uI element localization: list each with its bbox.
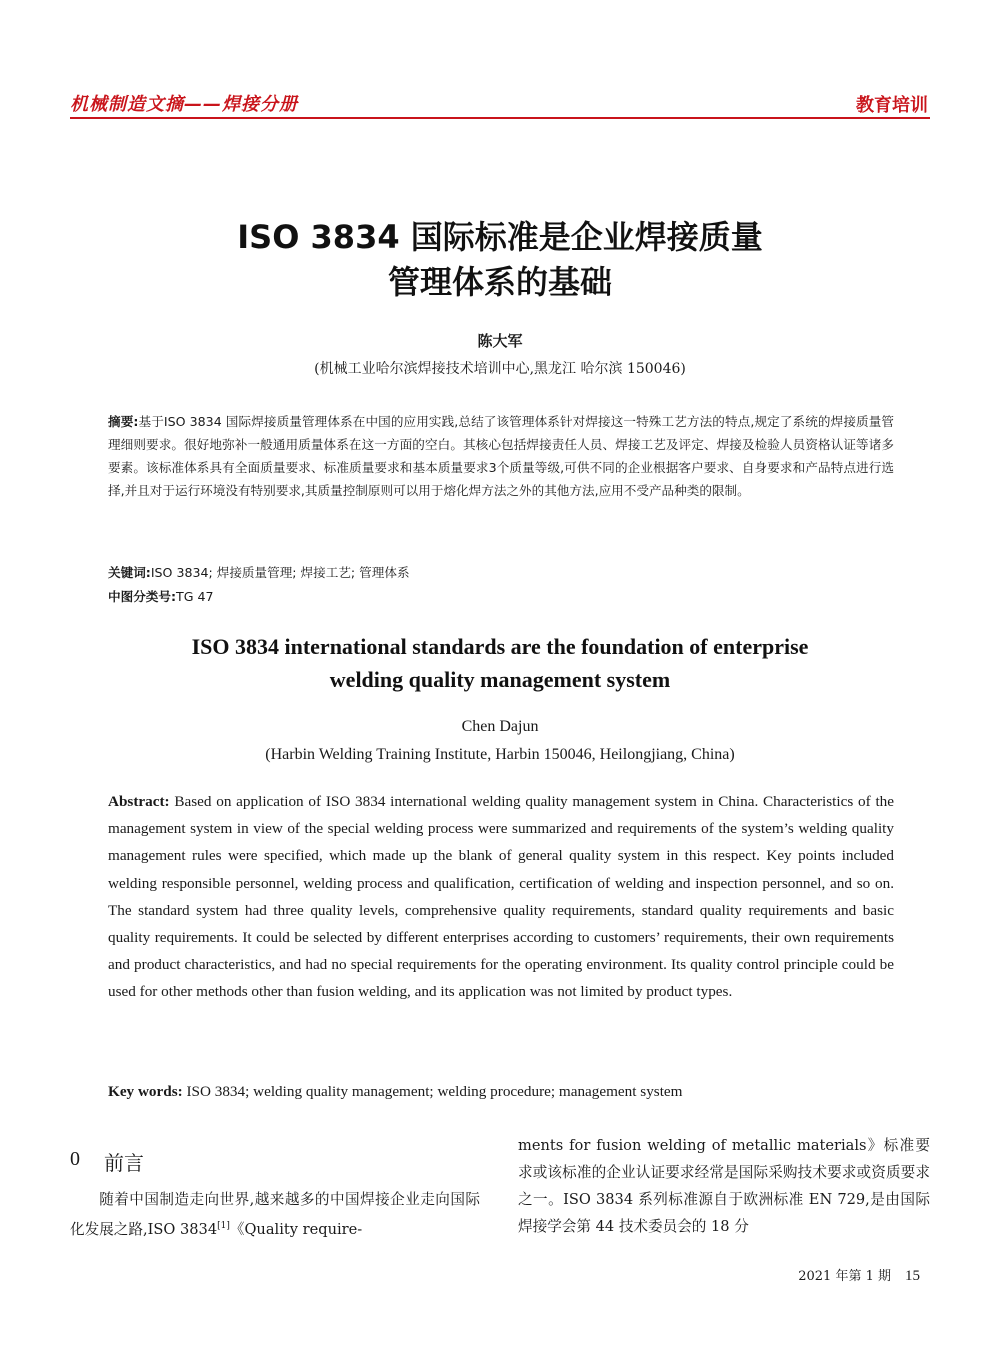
keywords-en — [108, 1083, 894, 1101]
abstract-zh — [108, 410, 894, 502]
keywords-zh-label: 关键词: — [108, 565, 151, 580]
affiliation-zh: (机械工业哈尔滨焊接技术培训中心,黑龙江 哈尔滨 150046) — [314, 361, 686, 377]
header-divider — [70, 117, 930, 119]
body-left-text-cont: 《Quality require- — [229, 1220, 363, 1238]
page-footer — [798, 1265, 920, 1285]
keywords-zh-text: ISO 3834; 焊接质量管理; 焊接工艺; 管理体系 — [150, 565, 410, 580]
keywords-en-text: ISO 3834; welding quality management; welding procedure; management system — [186, 1083, 683, 1100]
abstract-en — [108, 788, 894, 1006]
classification-zh-text: TG 47 — [176, 589, 214, 604]
abstract-zh-label: 摘要: — [108, 414, 139, 429]
title-zh-line2: 管理体系的基础 — [387, 263, 612, 301]
author-en: Chen Dajun — [461, 718, 539, 735]
issue-label: 2021 年第 1 期 — [798, 1269, 891, 1284]
abstract-zh-text: 基于ISO 3834 国际焊接质量管理体系在中国的应用实践,总结了该管理体系针对焊接这一特殊工艺方法的特点,规定了系统的焊接质量管理细则要求。很好地弥补一般通用质量体系在这一方面的空白。其核心包括焊接责任人员、焊接工艺及评定、焊接及检验人员资格认证等诸多要素。该标准体系具有全面质量要求、标准质量要求和基本质量要求3个质量等级,可供不同的企业根据客户要求、自身要求和产品特点进行选择,并且对于运行环境没有特别要求,其质量控制原则可以用于熔化焊方法之外的其他方法,应用不受产品种类的限制。 — [108, 414, 894, 498]
body-column-left — [70, 1186, 480, 1243]
reference-marker[interactable]: [1] — [217, 1221, 230, 1231]
abstract-en-text: Based on application of ISO 3834 international welding quality management system in China. Characteristics of the management system in view of the special welding process were summarized and requirements of the system’s welding quality management rules were specified, which made up the blank of general quality system in this respect. Key points included welding responsible personnel, welding process and qualification, certification of welding and inspection personnel, and so on. The standard system had three quality levels, comprehensive quality requirements, standard quality requirements and basic quality requirements. It could be selected by different enterprises according to customers’ requirements, their own requirements and product characteristics, and had no special requirements for the operating environment. Its quality control principle could be used for other methods other than fusion welding, and its application was not limited by product types. — [108, 793, 894, 1001]
classification-zh — [108, 586, 894, 605]
author-zh: 陈大军 — [477, 332, 523, 350]
body-column-right — [518, 1132, 930, 1240]
page-number: 15 — [905, 1268, 920, 1284]
classification-zh-label: 中图分类号: — [108, 589, 177, 604]
abstract-en-label: Abstract: — [108, 793, 170, 810]
title-en-line2: welding quality management system — [329, 667, 671, 692]
section-label: 教育培训 — [856, 95, 928, 116]
body-right-text: ments for fusion welding of metallic materials》标准要求或该标准的企业认证要求经常是国际采购技术要求或资质要求之一。ISO 3834 系列标准源自于欧洲标准 EN 729,是由国际焊接学会第 44 技术委员会的 18 分 — [518, 1137, 930, 1235]
title-en-line1: ISO 3834 international standards are the foundation of enterprise — [191, 634, 809, 659]
affiliation-en: (Harbin Welding Training Institute, Harbin 150046, Heilongjiang, China) — [265, 746, 735, 763]
section-title: 前言 — [104, 1151, 144, 1175]
journal-title: 机械制造文摘——焊接分册 — [70, 94, 298, 115]
section-number: 0 — [70, 1148, 80, 1170]
title-zh-line1: ISO 3834 国际标准是企业焊接质量 — [237, 218, 763, 256]
keywords-zh — [108, 562, 894, 581]
body-left-text: 随着中国制造走向世界,越来越多的中国焊接企业走向国际化发展之路,ISO 3834 — [70, 1191, 480, 1238]
keywords-en-label: Key words: — [108, 1083, 183, 1100]
